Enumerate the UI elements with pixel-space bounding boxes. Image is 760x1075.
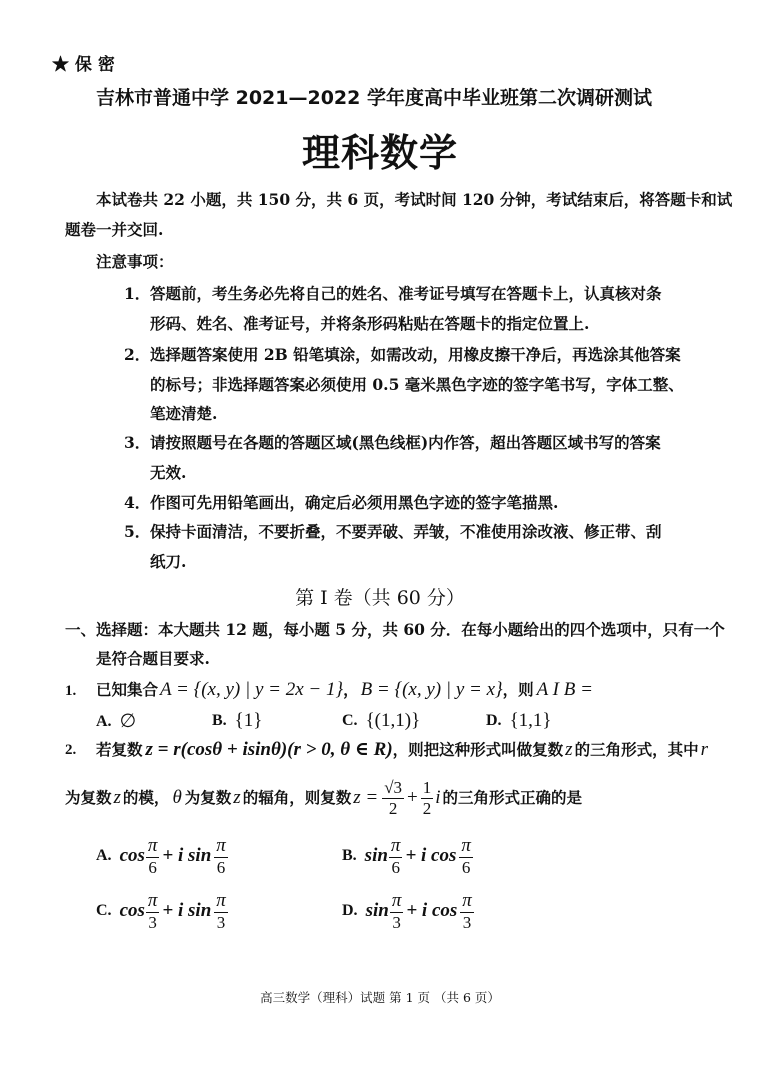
note-line: 笔迹清楚. bbox=[150, 404, 218, 423]
choice-c[interactable] bbox=[96, 888, 229, 934]
question-stem bbox=[96, 679, 593, 701]
note-line: 无效. bbox=[150, 463, 187, 482]
denominator-2: 2 bbox=[422, 798, 432, 818]
stem-text: ， bbox=[343, 680, 359, 699]
question-stem bbox=[96, 738, 708, 761]
choice-b[interactable] bbox=[212, 710, 262, 732]
trig-form-formula: z = r(cosθ + isinθ)(r > 0, θ ∈ R) bbox=[145, 739, 393, 760]
section-heading-line-2: 是符合题目要求. bbox=[96, 649, 210, 668]
pi: π bbox=[147, 834, 158, 856]
stem-text: 若复数 bbox=[96, 740, 143, 759]
denominator-3: 3 bbox=[148, 912, 157, 932]
choice-d[interactable] bbox=[342, 888, 475, 934]
variable-theta: θ bbox=[172, 787, 182, 808]
page-footer: 高三数学（理科）试题 第 1 页 （共 6 页） bbox=[260, 990, 500, 1005]
pi: π bbox=[461, 834, 471, 856]
choice-label: B. bbox=[212, 712, 227, 729]
stem-text: 的模， bbox=[122, 788, 170, 808]
stem-text: 的辐角，则复数 bbox=[242, 788, 352, 808]
intro-line-1: 本试卷共 22 小题，共 150 分，共 6 页，考试时间 120 分钟，考试结束后，将答题卡和试 bbox=[96, 190, 733, 209]
variable-z: z bbox=[233, 787, 241, 808]
fraction-1-over-2 bbox=[421, 779, 434, 818]
stem-text: ，则 bbox=[502, 680, 534, 699]
fraction-pi-over-6 bbox=[459, 836, 473, 877]
fraction-pi-over-3 bbox=[146, 891, 160, 932]
choice-b[interactable] bbox=[342, 833, 474, 879]
imaginary-unit: i bbox=[435, 787, 441, 808]
variable-z: z bbox=[565, 739, 573, 760]
denominator-3: 3 bbox=[462, 912, 472, 932]
note-line: 选择题答案使用 2B 铅笔填涂，如需改动，用橡皮擦干净后，再选涂其他答案 bbox=[150, 345, 681, 364]
trig-operator: + i sin bbox=[162, 845, 212, 866]
choice-c[interactable] bbox=[342, 710, 420, 732]
note-line: 请按照题号在各题的答题区域(黑色线框)内作答，超出答题区域书写的答案 bbox=[150, 433, 661, 452]
note-line: 作图可先用铅笔画出，确定后必须用黑色字迹的签字笔描黑. bbox=[150, 493, 559, 512]
trig-function: cos bbox=[119, 845, 145, 866]
trig-operator: + i sin bbox=[162, 900, 212, 921]
choice-label: D. bbox=[486, 712, 502, 729]
question-stem-line-2 bbox=[65, 773, 582, 823]
stem-text: 的三角形式正确的是 bbox=[442, 788, 583, 808]
denominator-3: 3 bbox=[216, 912, 226, 932]
note-line: 形码、姓名、准考证号，并将条形码粘贴在答题卡的指定位置上. bbox=[150, 314, 590, 333]
choice-label: C. bbox=[96, 902, 112, 919]
subject-title: 理科数学 bbox=[301, 131, 458, 175]
choice-text: ∅ bbox=[119, 711, 137, 732]
intro-line-2: 题卷一并交回. bbox=[65, 220, 164, 239]
intersection-formula: A I B = bbox=[536, 679, 593, 700]
plus-sign: + bbox=[407, 787, 418, 808]
note-line: 的标号；非选择题答案必须使用 0.5 毫米黑色字迹的签字笔书写，字体工整、 bbox=[150, 375, 684, 394]
denominator-6: 6 bbox=[461, 857, 471, 877]
pi: π bbox=[216, 834, 226, 856]
pi: π bbox=[147, 889, 158, 911]
confidential-mark: ★ 保 密 bbox=[52, 55, 115, 75]
stem-text: 已知集合 bbox=[96, 680, 159, 699]
numerator-1: 1 bbox=[422, 777, 432, 797]
sqrt-3: √3 bbox=[384, 777, 403, 797]
denominator-2: 2 bbox=[388, 798, 398, 818]
note-line: 答题前，考生务必先将自己的姓名、准考证号填写在答题卡上，认真核对条 bbox=[150, 284, 662, 303]
fraction-pi-over-3 bbox=[460, 891, 474, 932]
stem-text: ，则把这种形式叫做复数 bbox=[392, 740, 564, 759]
choice-text: {(1,1)} bbox=[365, 710, 421, 731]
fraction-pi-over-6 bbox=[214, 836, 228, 877]
part-title: 第 I 卷（共 60 分） bbox=[295, 587, 465, 609]
note-line: 纸刀. bbox=[150, 552, 187, 571]
trig-function: sin bbox=[365, 900, 389, 921]
fraction-pi-over-3 bbox=[390, 891, 404, 932]
z-equals: z = bbox=[353, 787, 379, 808]
stem-text: 的三角形式，其中 bbox=[574, 740, 699, 759]
choice-label: D. bbox=[342, 902, 358, 919]
set-a-formula: A = {(x, y) | y = 2x − 1} bbox=[160, 679, 344, 700]
trig-function: sin bbox=[364, 845, 388, 866]
note-number: 1． bbox=[124, 284, 151, 303]
choice-a[interactable] bbox=[96, 710, 136, 733]
notes-title: 注意事项： bbox=[96, 252, 174, 271]
question-number: 1. bbox=[65, 683, 77, 699]
fraction-sqrt3-over-2 bbox=[382, 779, 404, 818]
fraction-pi-over-3 bbox=[214, 891, 228, 932]
choice-label: A. bbox=[96, 847, 112, 864]
trig-function: cos bbox=[119, 900, 145, 921]
trig-operator: + i cos bbox=[405, 845, 457, 866]
choice-text: {1} bbox=[234, 710, 263, 731]
stem-text: 为复数 bbox=[65, 788, 112, 808]
denominator-6: 6 bbox=[216, 857, 226, 877]
note-number: 2． bbox=[124, 345, 151, 364]
choice-d[interactable] bbox=[486, 710, 552, 732]
note-line: 保持卡面清洁，不要折叠，不要弄破、弄皱，不准使用涂改液、修正带、刮 bbox=[150, 522, 662, 541]
denominator-3: 3 bbox=[392, 912, 401, 932]
pi: π bbox=[391, 889, 402, 911]
variable-z: z bbox=[113, 787, 121, 808]
fraction-pi-over-6 bbox=[389, 836, 403, 877]
note-number: 5． bbox=[124, 522, 151, 541]
variable-r: r bbox=[700, 739, 708, 760]
choice-label: A. bbox=[96, 712, 112, 730]
pi: π bbox=[216, 889, 226, 911]
set-b-formula: B = {(x, y) | y = x} bbox=[360, 679, 503, 700]
exam-title: 吉林市普通中学 2021—2022 学年度高中毕业班第二次调研测试 bbox=[96, 87, 652, 109]
pi: π bbox=[462, 889, 472, 911]
fraction-pi-over-6 bbox=[146, 836, 160, 877]
note-number: 3． bbox=[124, 433, 151, 452]
choice-label: C. bbox=[342, 712, 358, 729]
choice-text: {1,1} bbox=[509, 710, 552, 731]
question-number: 2. bbox=[65, 742, 77, 758]
section-heading-line-1: 一、选择题：本大题共 12 题，每小题 5 分，共 60 分．在每小题给出的四个选项中，只有一个 bbox=[65, 620, 725, 639]
denominator-6: 6 bbox=[148, 857, 157, 877]
pi: π bbox=[390, 834, 401, 856]
choice-label: B. bbox=[342, 847, 357, 864]
note-number: 4． bbox=[124, 493, 151, 512]
denominator-6: 6 bbox=[391, 857, 400, 877]
stem-text: 为复数 bbox=[184, 788, 232, 808]
trig-operator: + i cos bbox=[406, 900, 458, 921]
choice-a[interactable] bbox=[96, 833, 229, 879]
